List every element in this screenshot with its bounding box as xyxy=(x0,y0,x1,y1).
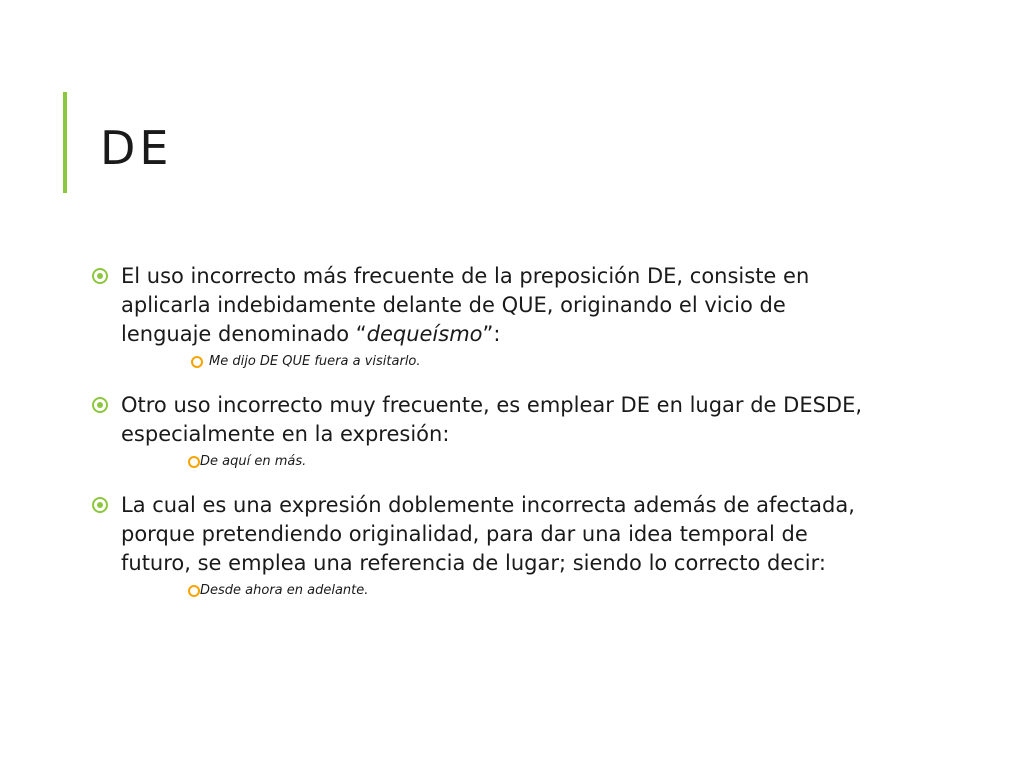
bullet-text: El uso incorrecto más frecuente de la preposición DE, consiste en aplicarla indebidamente delante de QUE, originando el vicio de lenguaje denominado “ xyxy=(121,264,810,346)
slide-content xyxy=(92,262,872,600)
ring-bullet-icon xyxy=(188,585,200,597)
bullet-item xyxy=(92,491,872,600)
sub-bullet-text: De aquí en más. xyxy=(200,454,307,469)
bullet-text: Otro uso incorrecto muy frecuente, es emplear DE en lugar de DESDE, especialmente en la expresión: xyxy=(121,393,863,446)
title-accent-bar xyxy=(63,92,67,193)
circle-bullet-icon xyxy=(92,397,108,413)
sub-bullet-item xyxy=(121,582,872,600)
bullet-item xyxy=(92,262,872,371)
ring-bullet-icon xyxy=(188,456,200,468)
bullet-text-end: ”: xyxy=(482,322,501,346)
bullet-emphasis: dequeísmo xyxy=(366,322,483,346)
circle-bullet-icon xyxy=(92,268,108,284)
circle-bullet-icon xyxy=(92,497,108,513)
sub-bullet-text: Me dijo DE QUE fuera a visitarlo. xyxy=(209,354,421,369)
sub-bullet-item xyxy=(121,453,872,471)
bullet-item xyxy=(92,391,872,471)
sub-bullet-item xyxy=(121,353,872,371)
ring-bullet-icon xyxy=(191,356,203,368)
sub-bullet-text: Desde ahora en adelante. xyxy=(200,583,369,598)
bullet-text: La cual es una expresión doblemente incorrecta además de afectada, porque pretendiendo originalidad, para dar una idea temporal de futuro, se emplea una referencia de lugar; siendo lo correcto decir: xyxy=(121,493,855,575)
slide-title: DE xyxy=(100,121,173,175)
